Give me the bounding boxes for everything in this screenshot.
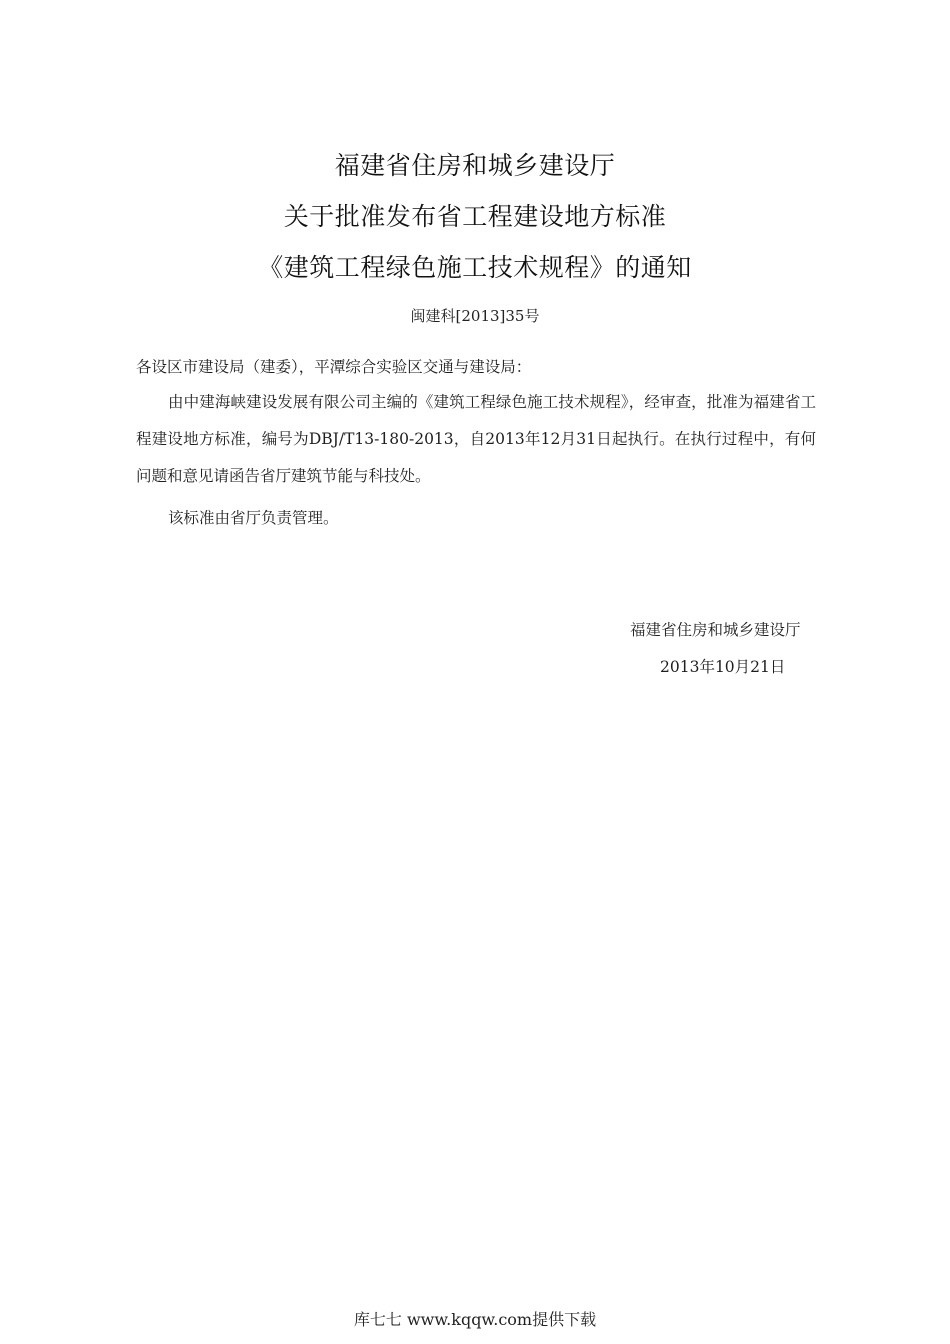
paragraph-management: 该标准由省厅负责管理。	[168, 509, 339, 527]
document-number: 闽建科[2013]35号	[410, 307, 540, 325]
salutation: 各设区市建设局（建委），平潭综合实验区交通与建设局：	[136, 358, 532, 376]
footer-watermark: 库七七 www.kqqw.com提供下载	[353, 1310, 597, 1329]
signature-date: 2013年10月21日	[660, 658, 786, 676]
paragraph-main: 由中建海峡建设发展有限公司主编的《建筑工程绿色施工技术规程》，经审查，批准为福建省工程建设地方标准，编号为DBJ/T13-180-2013，自2013年12月31日起执行。在执行过程中，有何问题和意见请函告省厅建筑节能与科技处。	[136, 393, 816, 485]
title-line-2: 关于批准发布省工程建设地方标准	[283, 202, 667, 231]
title-line-3: 《建筑工程绿色施工技术规程》的通知	[258, 253, 692, 282]
signature-issuer: 福建省住房和城乡建设厅	[630, 621, 801, 639]
title-line-1: 福建省住房和城乡建设厅	[334, 151, 616, 180]
